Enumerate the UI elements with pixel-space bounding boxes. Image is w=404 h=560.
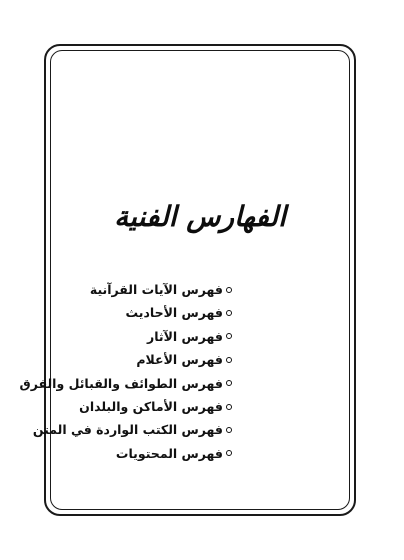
circle-bullet-icon [226,287,232,293]
index-item-label: فهرس الأماكن والبلدان [79,398,223,414]
index-item-persons[interactable] [32,348,232,371]
circle-bullet-icon [226,310,232,316]
index-item-label: فهرس الآثار [147,328,223,344]
index-item-athar[interactable] [32,325,232,348]
circle-bullet-icon [226,380,232,386]
index-item-label: فهرس الآيات القرآنية [89,282,223,297]
index-item-label: فهرس الأحاديث [125,305,223,321]
index-item-contents[interactable] [32,442,232,465]
circle-bullet-icon [226,404,232,410]
circle-bullet-icon [226,427,232,433]
index-item-label: فهرس الكتب الواردة في المتن [32,422,223,438]
index-item-sects-tribes[interactable] [19,372,232,395]
index-list [19,278,232,465]
index-item-books[interactable] [32,418,232,441]
index-item-quran-verses[interactable] [32,278,232,301]
page-title: الفهارس الفنية [114,200,286,233]
index-item-label: فهرس الطوائف والقبائل والفرق [19,375,223,391]
index-item-label: فهرس المحتويات [115,445,223,461]
index-item-places[interactable] [32,395,232,418]
index-item-label: فهرس الأعلام [136,352,223,368]
index-item-hadiths[interactable] [32,301,232,324]
circle-bullet-icon [226,333,232,339]
circle-bullet-icon [226,357,232,363]
circle-bullet-icon [226,450,232,456]
